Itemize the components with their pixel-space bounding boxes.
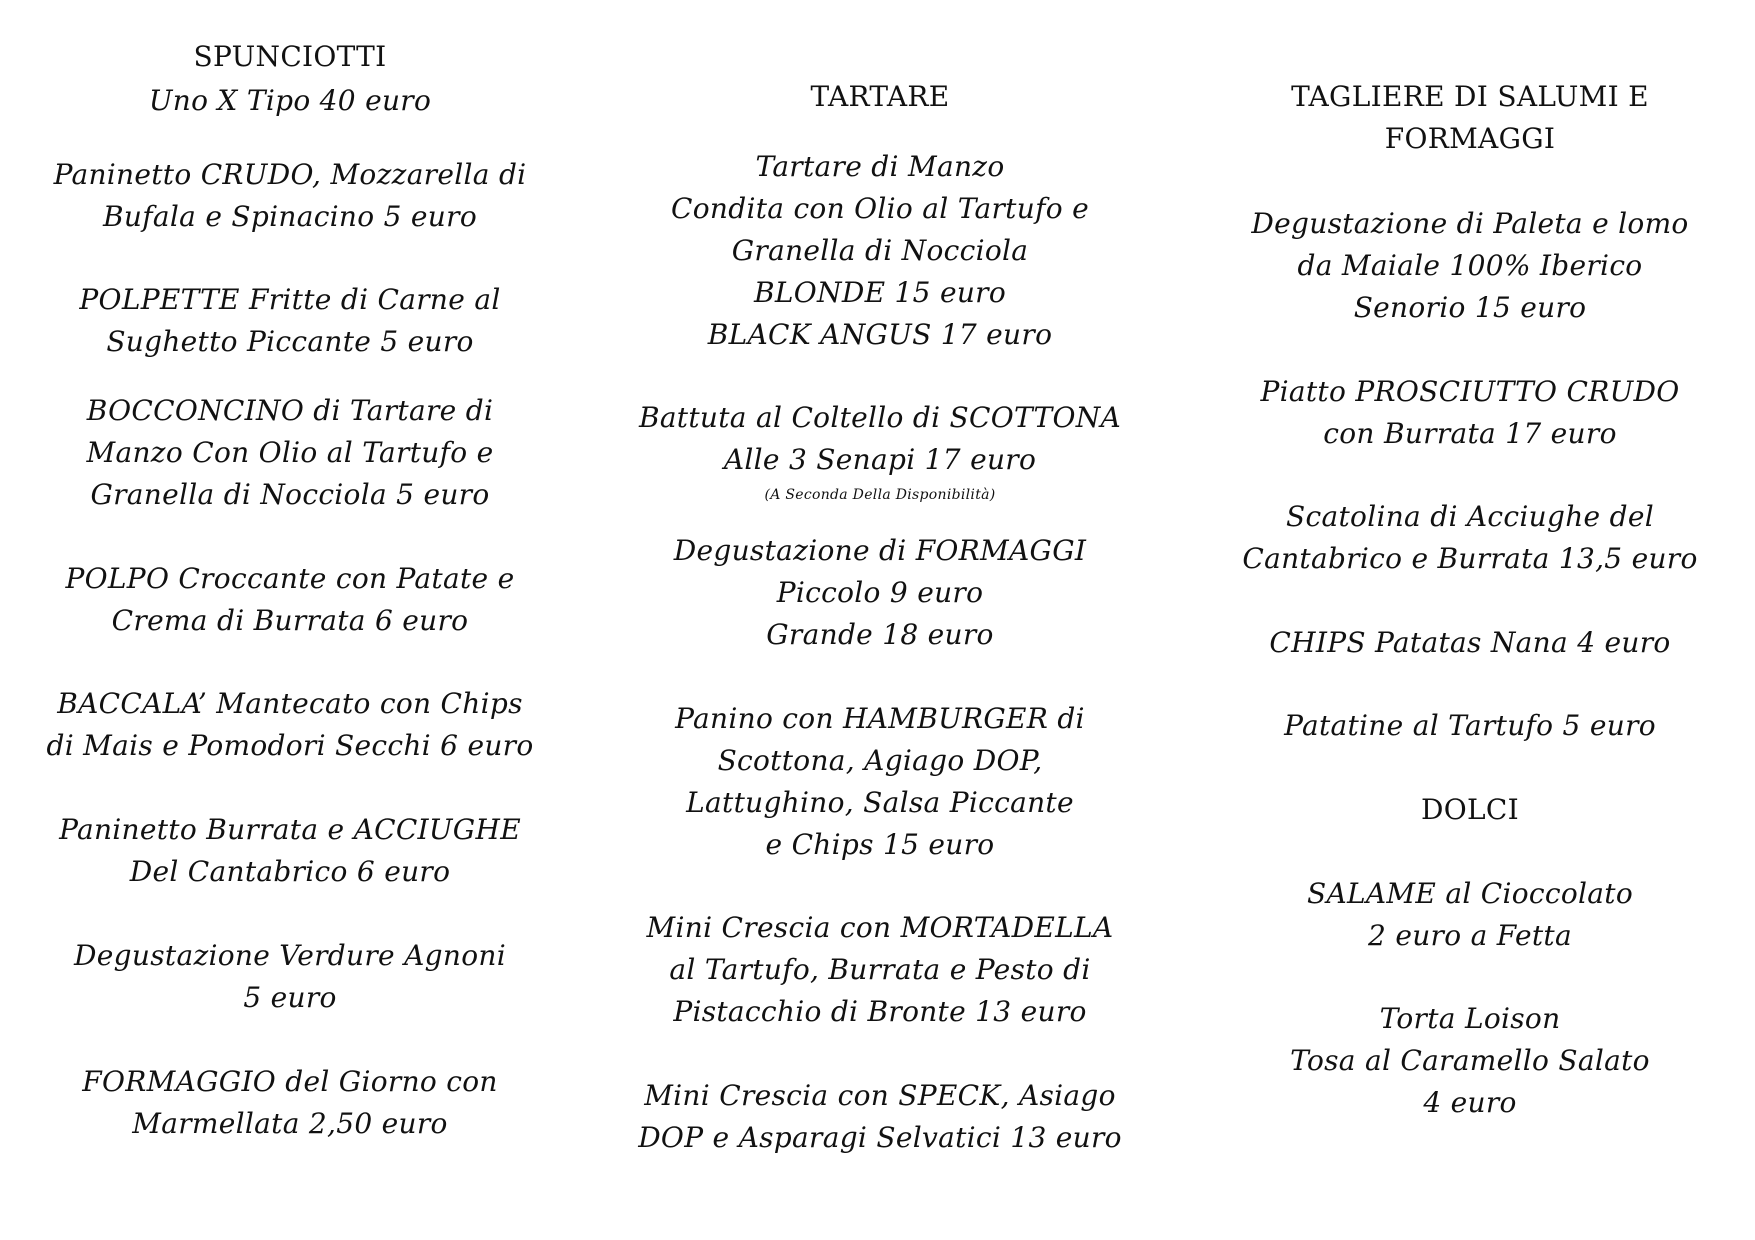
menu-line: di Mais e Pomodori Secchi 6 euro xyxy=(46,729,534,762)
menu-line: Senorio 15 euro xyxy=(1353,291,1587,324)
menu-line: Torta Loison xyxy=(1379,1002,1561,1035)
section-title-tagliere-cont: FORMAGGI xyxy=(1384,122,1556,155)
menu-line: Mini Crescia con SPECK, Asiago xyxy=(644,1079,1116,1112)
menu-line: POLPETTE Fritte di Carne al xyxy=(79,283,501,316)
menu-line: Condita con Olio al Tartufo e xyxy=(671,192,1089,225)
menu-line: Tartare di Manzo xyxy=(755,150,1005,183)
menu-line: Lattughino, Salsa Piccante xyxy=(686,786,1074,819)
menu-line: Granella di Nocciola 5 euro xyxy=(90,478,490,511)
menu-line: con Burrata 17 euro xyxy=(1323,417,1617,450)
menu-line: Piccolo 9 euro xyxy=(776,576,984,609)
section-title-tagliere: TAGLIERE DI SALUMI E xyxy=(1291,80,1649,113)
menu-line: Degustazione Verdure Agnoni xyxy=(74,939,506,972)
menu-line: BOCCONCINO di Tartare di xyxy=(86,394,494,427)
menu-line: Del Cantabrico 6 euro xyxy=(129,855,451,888)
section-title-tartare: TARTARE xyxy=(810,80,950,113)
menu-line: Tosa al Caramello Salato xyxy=(1290,1044,1650,1077)
menu-line: Granella di Nocciola xyxy=(731,234,1029,267)
menu-line: Panino con HAMBURGER di xyxy=(675,702,1085,735)
menu-line: Alle 3 Senapi 17 euro xyxy=(723,443,1037,476)
menu-line: Mini Crescia con MORTADELLA xyxy=(646,911,1114,944)
menu-line: Pistacchio di Bronte 13 euro xyxy=(673,995,1087,1028)
menu-line: Degustazione di Paleta e lomo xyxy=(1251,207,1689,240)
menu-line: Bufala e Spinacino 5 euro xyxy=(103,200,477,233)
section-title-dolci: DOLCI xyxy=(1421,793,1519,826)
menu-line: Scatolina di Acciughe del xyxy=(1286,500,1654,533)
menu-line: Marmellata 2,50 euro xyxy=(132,1107,448,1140)
menu-line: Battuta al Coltello di SCOTTONA xyxy=(638,401,1122,434)
menu-line: al Tartufo, Burrata e Pesto di xyxy=(669,953,1091,986)
menu-line: Cantabrico e Burrata 13,5 euro xyxy=(1242,542,1698,575)
menu-line: Manzo Con Olio al Tartufo e xyxy=(86,436,494,469)
menu-line: Grande 18 euro xyxy=(766,618,994,651)
menu-line: SALAME al Cioccolato xyxy=(1307,877,1633,910)
menu-line: BLACK ANGUS 17 euro xyxy=(707,318,1053,351)
menu-line: 2 euro a Fetta xyxy=(1368,919,1572,952)
menu-line: 5 euro xyxy=(243,981,337,1014)
menu-line: Paninetto CRUDO, Mozzarella di xyxy=(53,158,527,191)
menu-line: CHIPS Patatas Nana 4 euro xyxy=(1269,626,1671,659)
menu-line: Piatto PROSCIUTTO CRUDO xyxy=(1260,375,1680,408)
menu-line: Paninetto Burrata e ACCIUGHE xyxy=(59,813,521,846)
menu-line: Sughetto Piccante 5 euro xyxy=(106,325,474,358)
menu-line: da Maiale 100% Iberico xyxy=(1297,249,1643,282)
menu-line: DOP e Asparagi Selvatici 13 euro xyxy=(638,1121,1122,1154)
menu-line: FORMAGGIO del Giorno con xyxy=(82,1065,498,1098)
menu-line: e Chips 15 euro xyxy=(765,828,995,861)
menu-line: BACCALA’ Mantecato con Chips xyxy=(57,687,523,720)
menu-line: POLPO Croccante con Patate e xyxy=(65,562,515,595)
menu-line: Uno X Tipo 40 euro xyxy=(148,84,432,117)
section-title-spunciotti: SPUNCIOTTI xyxy=(193,40,387,73)
menu-line: Patatine al Tartufo 5 euro xyxy=(1284,709,1656,742)
menu-line: BLONDE 15 euro xyxy=(754,276,1006,309)
menu-line: Degustazione di FORMAGGI xyxy=(673,534,1087,567)
menu-line: 4 euro xyxy=(1423,1086,1517,1119)
availability-note: (A Seconda Della Disponibilità) xyxy=(764,487,996,503)
menu-line: Crema di Burrata 6 euro xyxy=(111,604,469,637)
menu-line: Scottona, Agiago DOP, xyxy=(717,744,1043,777)
